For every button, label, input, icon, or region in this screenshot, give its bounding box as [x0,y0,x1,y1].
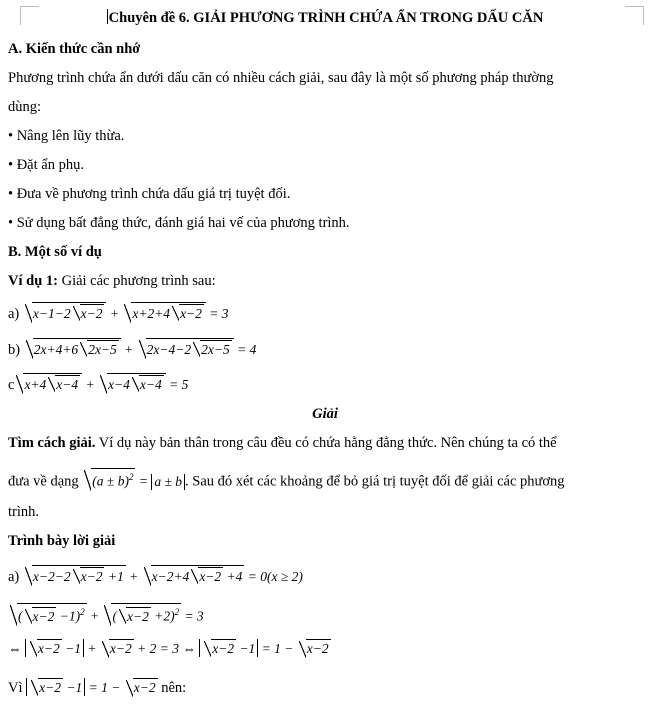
solution-line: Vì x−2 −1 = 1 − x−2 nên: [8,680,187,696]
solution-line: a) x−2−2 x−2 +1 + x−2+4 x−2 +4 = 0(x ≥ 2) [8,565,303,586]
text-cursor [107,9,108,24]
section-b-heading: B. Một số ví dụ [8,244,102,260]
solution-line: ( x−2 −1)$^2$ + ( x−2 +2)$^2$ = 3 [8,603,204,626]
hint-line: trình. [8,504,40,520]
hint-line: Tìm cách giải. Ví dụ này bản thân trong câu đều có chứa hằng đẳng thức. Nên chúng ta có thể [8,435,557,451]
intro-line: Phương trình chứa ẩn dưới dấu căn có nhiều cách giải, sau đây là một số phương pháp thường [8,70,554,86]
equation-c: c x+4 x−4 + x−4 x−4 = 5 [8,373,188,394]
bullet-item: • Đưa về phương trình chứa dấu giá trị tuyệt đối. [8,186,291,202]
bullet-item: • Sử dụng bất đẳng thức, đánh giá hai vế của phương trình. [8,215,350,231]
equation-b: b) 2x+4+6 2x−5 + 2x−4−2 2x−5 = 4 [8,338,256,359]
presentation-heading: Trình bày lời giải [8,533,116,549]
equation-a: a) x−1−2 x−2 + x+2+4 x−2 = 3 [8,302,229,323]
solution-heading: Giải [312,406,338,422]
hint-line: đưa về dạng $(a \pm b)^2 = a \pm b$ . Sau đó xét các khoảng để bỏ giá trị tuyệt đối để giải các phương [8,468,565,491]
bullet-item: • Nâng lên lũy thừa. [8,128,125,144]
page-title: Chuyên đề 6. GIẢI PHƯƠNG TRÌNH CHỨA ẨN TRONG DẤU CĂN [108,10,544,26]
solution-line: ⇔ x−2 −1 + x−2 + 2 = 3 ⇔ x−2 −1 = 1 − x−2 [8,641,329,656]
intro-line: dùng: [8,99,42,115]
bullet-item: • Đặt ẩn phụ. [8,157,84,173]
example-heading: Ví dụ 1: Giải các phương trình sau: [8,273,216,289]
section-a-heading: A. Kiến thức cần nhớ [8,41,141,57]
